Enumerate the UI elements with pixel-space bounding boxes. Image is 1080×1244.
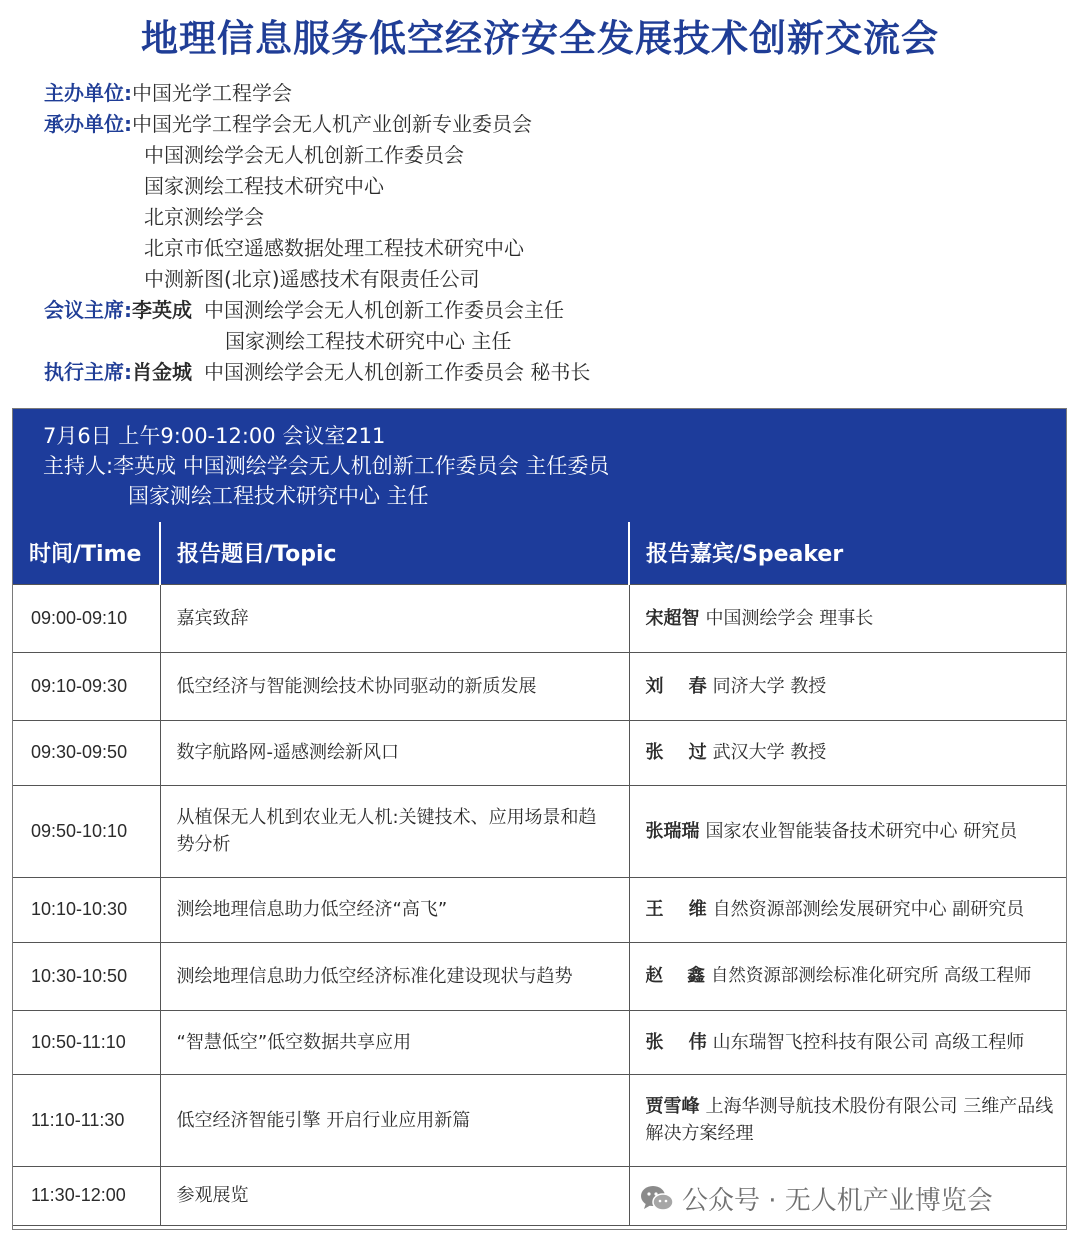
chair-name: 李英成	[132, 298, 192, 322]
table-row	[13, 652, 1066, 720]
co-organizer: 中国光学工程学会无人机产业创新专业委员会	[132, 112, 532, 136]
cell-speaker	[629, 584, 1066, 652]
co-row	[44, 264, 590, 295]
co-row	[44, 140, 590, 171]
cell-time: 11:10-11:30	[13, 1074, 160, 1166]
chair-label: 会议主席:	[44, 298, 132, 322]
host-label: 主办单位:	[44, 81, 132, 105]
exec-name: 肖金城	[132, 360, 192, 384]
cell-time: 09:00-09:10	[13, 584, 160, 652]
cell-speaker	[629, 785, 1066, 877]
co-organizer: 中国测绘学会无人机创新工作委员会	[144, 143, 464, 167]
speaker-name: 王 维	[645, 899, 707, 920]
session-time: 7月6日 上午9:00-12:00 会议室211	[43, 424, 386, 448]
co-row	[44, 233, 590, 264]
speaker-name: 张 过	[645, 742, 707, 763]
watermark	[640, 1180, 993, 1217]
speaker-affiliation: 山东瑞智飞控科技有限公司 高级工程师	[712, 1031, 1025, 1053]
co-row	[44, 109, 590, 140]
speaker-affiliation: 中国测绘学会 理事长	[705, 607, 874, 629]
chair-row	[44, 326, 590, 357]
speaker-affiliation: 自然资源部测绘标准化研究所 高级工程师	[710, 965, 1032, 986]
table-row	[13, 785, 1066, 877]
cell-topic: 数字航路网-遥感测绘新风口	[160, 720, 629, 785]
table-row	[13, 584, 1066, 652]
cell-speaker	[629, 942, 1066, 1010]
co-organizer: 北京市低空遥感数据处理工程技术研究中心	[144, 236, 524, 260]
cell-topic: 低空经济智能引擎 开启行业应用新篇	[160, 1074, 629, 1166]
cell-speaker	[629, 1074, 1066, 1166]
cell-topic: “智慧低空”低空数据共享应用	[160, 1010, 629, 1074]
co-organizer: 中测新图(北京)遥感技术有限责任公司	[144, 267, 480, 291]
cell-topic: 测绘地理信息助力低空经济“高飞”	[160, 877, 629, 942]
table-row	[13, 1010, 1066, 1074]
organizer-block	[44, 78, 590, 388]
session-host-title: 国家测绘工程技术研究中心 主任	[128, 484, 429, 508]
schedule-panel	[12, 408, 1067, 1230]
host-row	[44, 78, 590, 109]
header-speaker: 报告嘉宾/Speaker	[629, 522, 1066, 584]
chair-row	[44, 295, 590, 326]
table-row	[13, 1074, 1066, 1166]
chair-title: 中国测绘学会无人机创新工作委员会主任	[204, 298, 564, 322]
speaker-name: 刘 春	[645, 675, 707, 697]
table-row	[13, 877, 1066, 942]
speaker-name: 张瑞瑞	[645, 820, 700, 842]
exec-row	[44, 357, 590, 388]
cell-topic: 嘉宾致辞	[160, 584, 629, 652]
watermark-text: 公众号 · 无人机产业博览会	[682, 1186, 993, 1216]
speaker-affiliation: 上海华测导航技术股份有限公司 三维产品线解决方案经理	[645, 1096, 1054, 1144]
wechat-icon	[640, 1185, 674, 1213]
speaker-affiliation: 同济大学 教授	[712, 675, 827, 697]
cell-time: 10:10-10:30	[13, 877, 160, 942]
speaker-name: 张 伟	[645, 1031, 707, 1053]
speaker-affiliation: 武汉大学 教授	[712, 742, 827, 763]
cell-topic: 低空经济与智能测绘技术协同驱动的新质发展	[160, 652, 629, 720]
header-time: 时间/Time	[13, 522, 160, 584]
speaker-affiliation: 自然资源部测绘发展研究中心 副研究员	[712, 899, 1025, 920]
exec-label: 执行主席:	[44, 360, 132, 384]
exec-title: 中国测绘学会无人机创新工作委员会 秘书长	[204, 360, 591, 384]
cell-speaker	[629, 877, 1066, 942]
co-row	[44, 202, 590, 233]
co-label: 承办单位:	[44, 112, 132, 136]
cell-topic: 参观展览	[160, 1166, 629, 1225]
cell-topic: 从植保无人机到农业无人机:关键技术、应用场景和趋势分析	[160, 785, 629, 877]
cell-speaker	[629, 1010, 1066, 1074]
cell-topic: 测绘地理信息助力低空经济标准化建设现状与趋势	[160, 942, 629, 1010]
session-banner	[13, 409, 1066, 522]
cell-speaker	[629, 720, 1066, 785]
cell-time: 10:30-10:50	[13, 942, 160, 1010]
speaker-name: 贾雪峰	[645, 1096, 700, 1117]
cell-speaker	[629, 652, 1066, 720]
page-title: 地理信息服务低空经济安全发展技术创新交流会	[141, 17, 939, 60]
co-row	[44, 171, 590, 202]
speaker-name: 赵 鑫	[645, 965, 705, 986]
table-row	[13, 720, 1066, 785]
co-organizer: 北京测绘学会	[144, 205, 264, 229]
table-header-row	[13, 522, 1066, 584]
cell-time: 11:30-12:00	[13, 1166, 160, 1225]
speaker-affiliation: 国家农业智能装备技术研究中心 研究员	[705, 820, 1018, 842]
cell-time: 09:50-10:10	[13, 785, 160, 877]
co-organizer: 国家测绘工程技术研究中心	[144, 174, 384, 198]
host-name: 中国光学工程学会	[132, 81, 292, 105]
cell-time: 10:50-11:10	[13, 1010, 160, 1074]
speaker-name: 宋超智	[645, 607, 700, 629]
schedule-table	[13, 522, 1066, 1226]
chair-title: 国家测绘工程技术研究中心 主任	[225, 329, 512, 353]
header-topic: 报告题目/Topic	[160, 522, 629, 584]
session-host: 主持人:李英成 中国测绘学会无人机创新工作委员会 主任委员	[43, 454, 610, 478]
cell-time: 09:30-09:50	[13, 720, 160, 785]
cell-time: 09:10-09:30	[13, 652, 160, 720]
table-row	[13, 942, 1066, 1010]
